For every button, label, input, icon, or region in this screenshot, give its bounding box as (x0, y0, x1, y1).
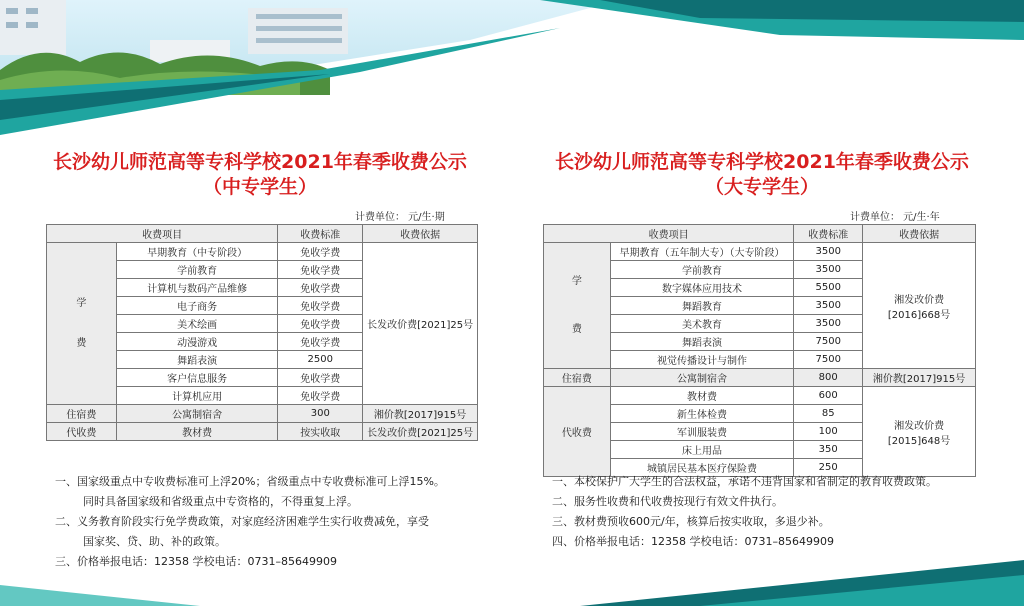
header-basis: 收费依据 (363, 225, 478, 243)
basis-line: 湘发改价费 (894, 420, 945, 432)
item-cell: 床上用品 (610, 441, 793, 459)
fee-cell: 3500 (794, 243, 863, 261)
header-item: 收费项目 (47, 225, 278, 243)
tuition-label-top: 学 (76, 297, 87, 309)
item-cell: 早期教育（五年制大专）（大专阶段） (610, 243, 793, 261)
fee-cell: 800 (794, 369, 863, 387)
item-cell: 新生体检费 (610, 405, 793, 423)
note-line: 一、本校保护广大学生的合法权益，承诺不违背国家和省制定的教育收费政策。 (552, 475, 937, 488)
collect-row (47, 423, 478, 441)
item-cell: 客户信息服务 (116, 369, 278, 387)
right-title (522, 150, 1002, 200)
basis-cell: 长发改价费[2021]25号 (363, 243, 478, 405)
housing-row (544, 369, 976, 387)
tuition-label-bottom: 费 (571, 323, 582, 335)
left-notes (55, 472, 445, 572)
fee-cell: 免收学费 (278, 369, 363, 387)
item-cell: 早期教育（中专阶段） (116, 243, 278, 261)
item-cell: 城镇居民基本医疗保险费 (610, 459, 793, 477)
fee-cell: 3500 (794, 297, 863, 315)
right-notes (552, 472, 937, 552)
fee-cell: 免收学费 (278, 333, 363, 351)
tuition-label-top: 学 (571, 275, 582, 287)
item-cell: 学前教育 (116, 261, 278, 279)
left-title (20, 150, 500, 200)
table-header-row (47, 225, 478, 243)
fee-cell: 免收学费 (278, 387, 363, 405)
tuition-label (544, 243, 611, 369)
right-title-line2: （大专学生） (704, 176, 819, 198)
item-cell: 计算机应用 (116, 387, 278, 405)
fee-cell: 350 (794, 441, 863, 459)
basis-cell (863, 243, 976, 369)
table-row (47, 243, 478, 261)
item-cell: 视觉传播设计与制作 (610, 351, 793, 369)
left-title-line2: （中专学生） (202, 176, 317, 198)
item-cell: 舞蹈表演 (116, 351, 278, 369)
item-cell: 公寓制宿舍 (116, 405, 278, 423)
housing-row (47, 405, 478, 423)
basis-cell: 湘价教[2017]915号 (863, 369, 976, 387)
item-cell: 公寓制宿舍 (610, 369, 793, 387)
header-fee: 收费标准 (278, 225, 363, 243)
left-unit: 计费单位： 元/生·期 (355, 212, 445, 223)
fee-cell: 100 (794, 423, 863, 441)
note-line: 同时具备国家级和省级重点中专资格的，不得重复上浮。 (83, 495, 358, 508)
header-basis: 收费依据 (863, 225, 976, 243)
item-cell: 舞蹈表演 (610, 333, 793, 351)
item-cell: 教材费 (116, 423, 278, 441)
fee-cell: 7500 (794, 351, 863, 369)
fee-cell: 85 (794, 405, 863, 423)
right-title-line1: 长沙幼儿师范高等专科学校2021年春季收费公示 (555, 151, 969, 173)
basis-cell: 长发改价费[2021]25号 (363, 423, 478, 441)
item-cell: 舞蹈教育 (610, 297, 793, 315)
housing-label: 住宿费 (47, 405, 117, 423)
item-cell: 军训服装费 (610, 423, 793, 441)
item-cell: 数字媒体应用技术 (610, 279, 793, 297)
item-cell: 教材费 (610, 387, 793, 405)
note-line: 三、教材费预收600元/年，核算后按实收取，多退少补。 (552, 515, 830, 528)
right-fee-table (543, 224, 976, 477)
fee-cell: 600 (794, 387, 863, 405)
item-cell: 计算机与数码产品维修 (116, 279, 278, 297)
item-cell: 电子商务 (116, 297, 278, 315)
item-cell: 美术教育 (610, 315, 793, 333)
collect-label: 代收费 (47, 423, 117, 441)
header-item: 收费项目 (544, 225, 794, 243)
header-fee: 收费标准 (794, 225, 863, 243)
fee-cell: 免收学费 (278, 297, 363, 315)
item-cell: 美术绘画 (116, 315, 278, 333)
item-cell: 学前教育 (610, 261, 793, 279)
fee-cell: 300 (278, 405, 363, 423)
fee-cell: 免收学费 (278, 315, 363, 333)
note-line: 国家奖、贷、助、补的政策。 (83, 535, 226, 548)
left-fee-table (46, 224, 478, 441)
housing-label: 住宿费 (544, 369, 611, 387)
basis-line: [2016]668号 (887, 309, 951, 321)
fee-cell: 250 (794, 459, 863, 477)
table-row (544, 387, 976, 405)
tuition-label (47, 243, 117, 405)
fee-cell: 5500 (794, 279, 863, 297)
note-line: 二、服务性收费和代收费按现行有效文件执行。 (552, 495, 783, 508)
basis-cell: 湘价教[2017]915号 (363, 405, 478, 423)
table-header-row (544, 225, 976, 243)
tuition-label-bottom: 费 (76, 337, 87, 349)
fee-cell: 2500 (278, 351, 363, 369)
right-unit: 计费单位： 元/生·年 (850, 212, 940, 223)
collect-label: 代收费 (544, 387, 611, 477)
left-title-line1: 长沙幼儿师范高等专科学校2021年春季收费公示 (53, 151, 467, 173)
fee-cell: 按实收取 (278, 423, 363, 441)
note-line: 三、价格举报电话：12358 学校电话：0731–85649909 (55, 555, 337, 568)
basis-line: [2015]648号 (887, 435, 951, 447)
fee-cell: 3500 (794, 315, 863, 333)
note-line: 四、价格举报电话：12358 学校电话：0731–85649909 (552, 535, 834, 548)
fee-cell: 7500 (794, 333, 863, 351)
fee-cell: 免收学费 (278, 279, 363, 297)
table-row (544, 243, 976, 261)
basis-cell (863, 387, 976, 477)
basis-line: 湘发改价费 (894, 294, 945, 306)
fee-cell: 3500 (794, 261, 863, 279)
note-line: 一、国家级重点中专收费标准可上浮20%；省级重点中专收费标准可上浮15%。 (55, 475, 445, 488)
note-line: 二、义务教育阶段实行免学费政策，对家庭经济困难学生实行收费减免，享受 (55, 515, 429, 528)
fee-cell: 免收学费 (278, 261, 363, 279)
fee-cell: 免收学费 (278, 243, 363, 261)
item-cell: 动漫游戏 (116, 333, 278, 351)
